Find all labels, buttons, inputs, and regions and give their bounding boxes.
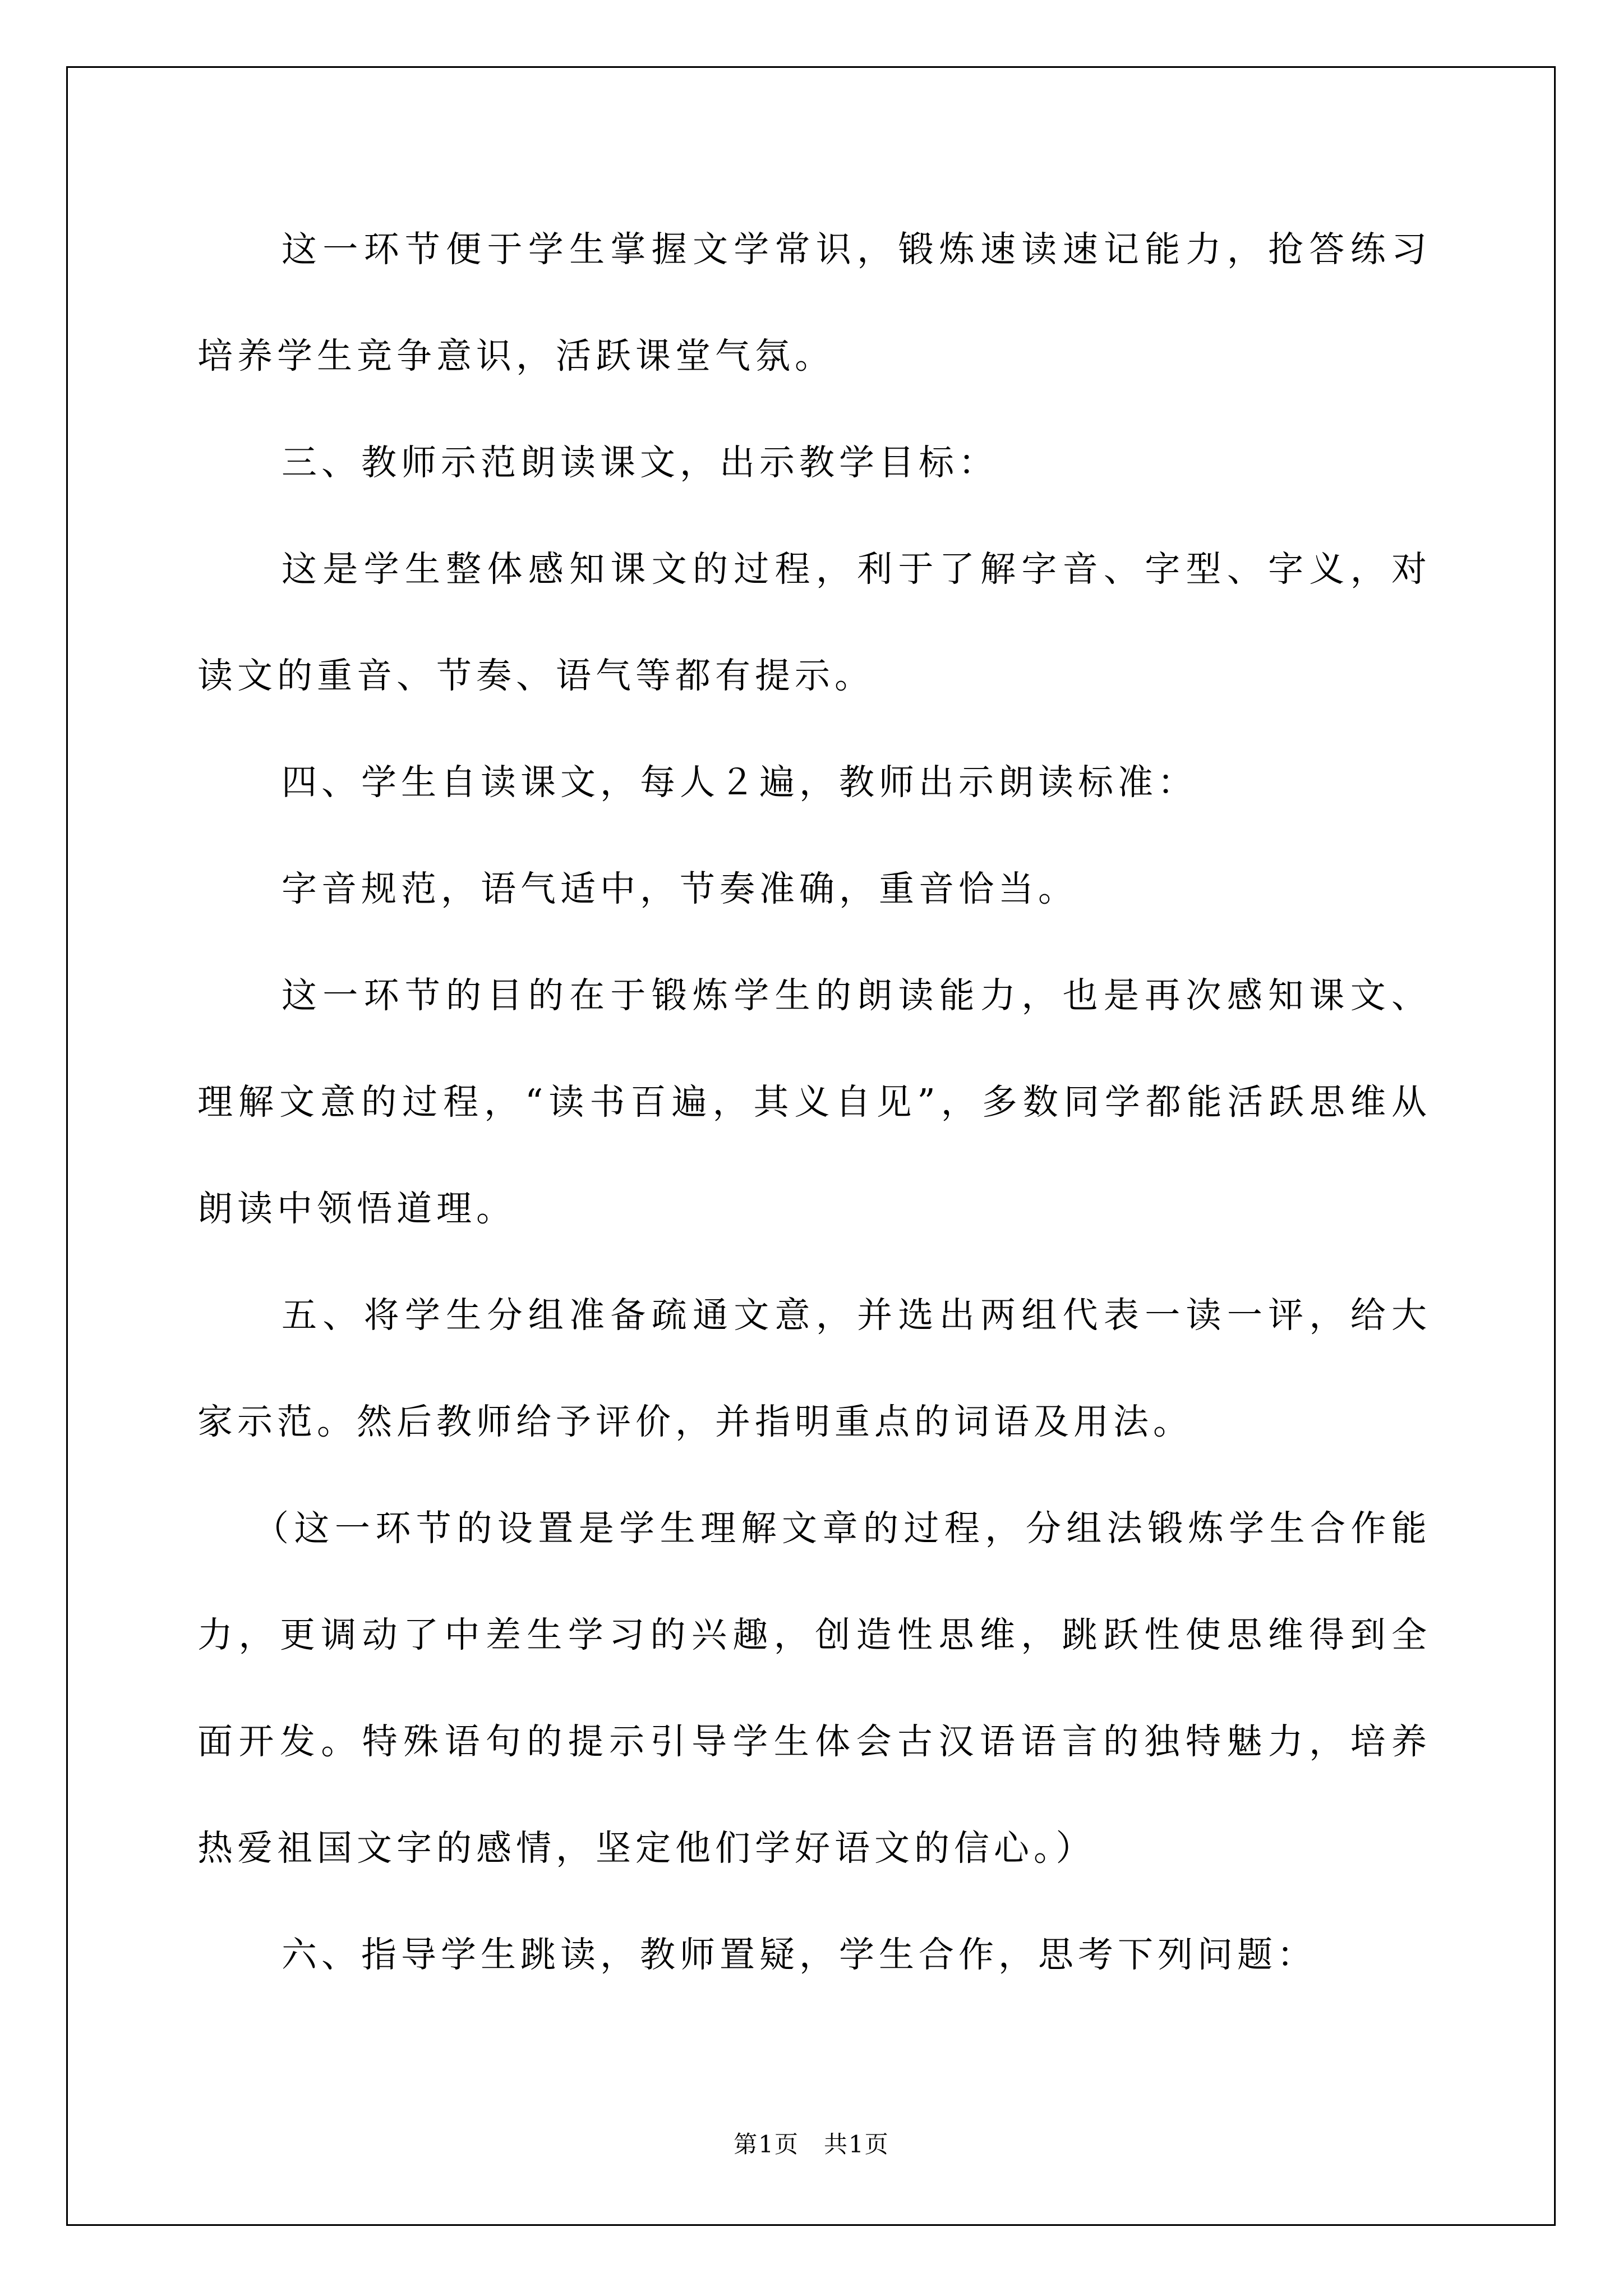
paragraph-7: 五、将学生分组准备疏通文意，并选出两组代表一读一评，给大家示范。然后教师给予评价，并指明重点的词语及用法。: [197, 1295, 1431, 1442]
paragraph-4: 四、学生自读课文，每人２遍，教师出示朗读标准：: [282, 762, 1197, 803]
paragraph-1: 这一环节便于学生掌握文学常识，锻炼速读速记能力，抢答练习培养学生竞争意识，活跃课堂气氛。: [197, 229, 1431, 376]
page-footer: [0, 2126, 1623, 2160]
page-number: 第1页 共1页: [734, 2131, 889, 2158]
paragraph-2: 三、教师示范朗读课文，出示教学目标：: [282, 442, 998, 483]
paragraph-6: 这一环节的目的在于锻炼学生的朗读能力，也是再次感知课文、理解文意的过程，“读书百遍，其义自见”，多数同学都能活跃思维从朗读中领悟道理。: [197, 975, 1431, 1229]
paragraph-9: 六、指导学生跳读，教师置疑，学生合作，思考下列问题：: [282, 1934, 1317, 1975]
paragraph-5: 字音规范，语气适中，节奏准确，重音恰当。: [282, 868, 1078, 909]
paragraph-8: （这一环节的设置是学生理解文章的过程，分组法锻炼学生合作能力，更调动了中差生学习的兴趣，创造性思维，跳跃性使思维得到全面开发。特殊语句的提示引导学生体会古汉语语言的独特魅力，培养热爱祖国文字的感情，坚定他们学好语文的信心。）: [197, 1508, 1431, 1869]
paragraph-3: 这是学生整体感知课文的过程，利于了解字音、字型、字义，对读文的重音、节奏、语气等都有提示。: [197, 549, 1431, 696]
